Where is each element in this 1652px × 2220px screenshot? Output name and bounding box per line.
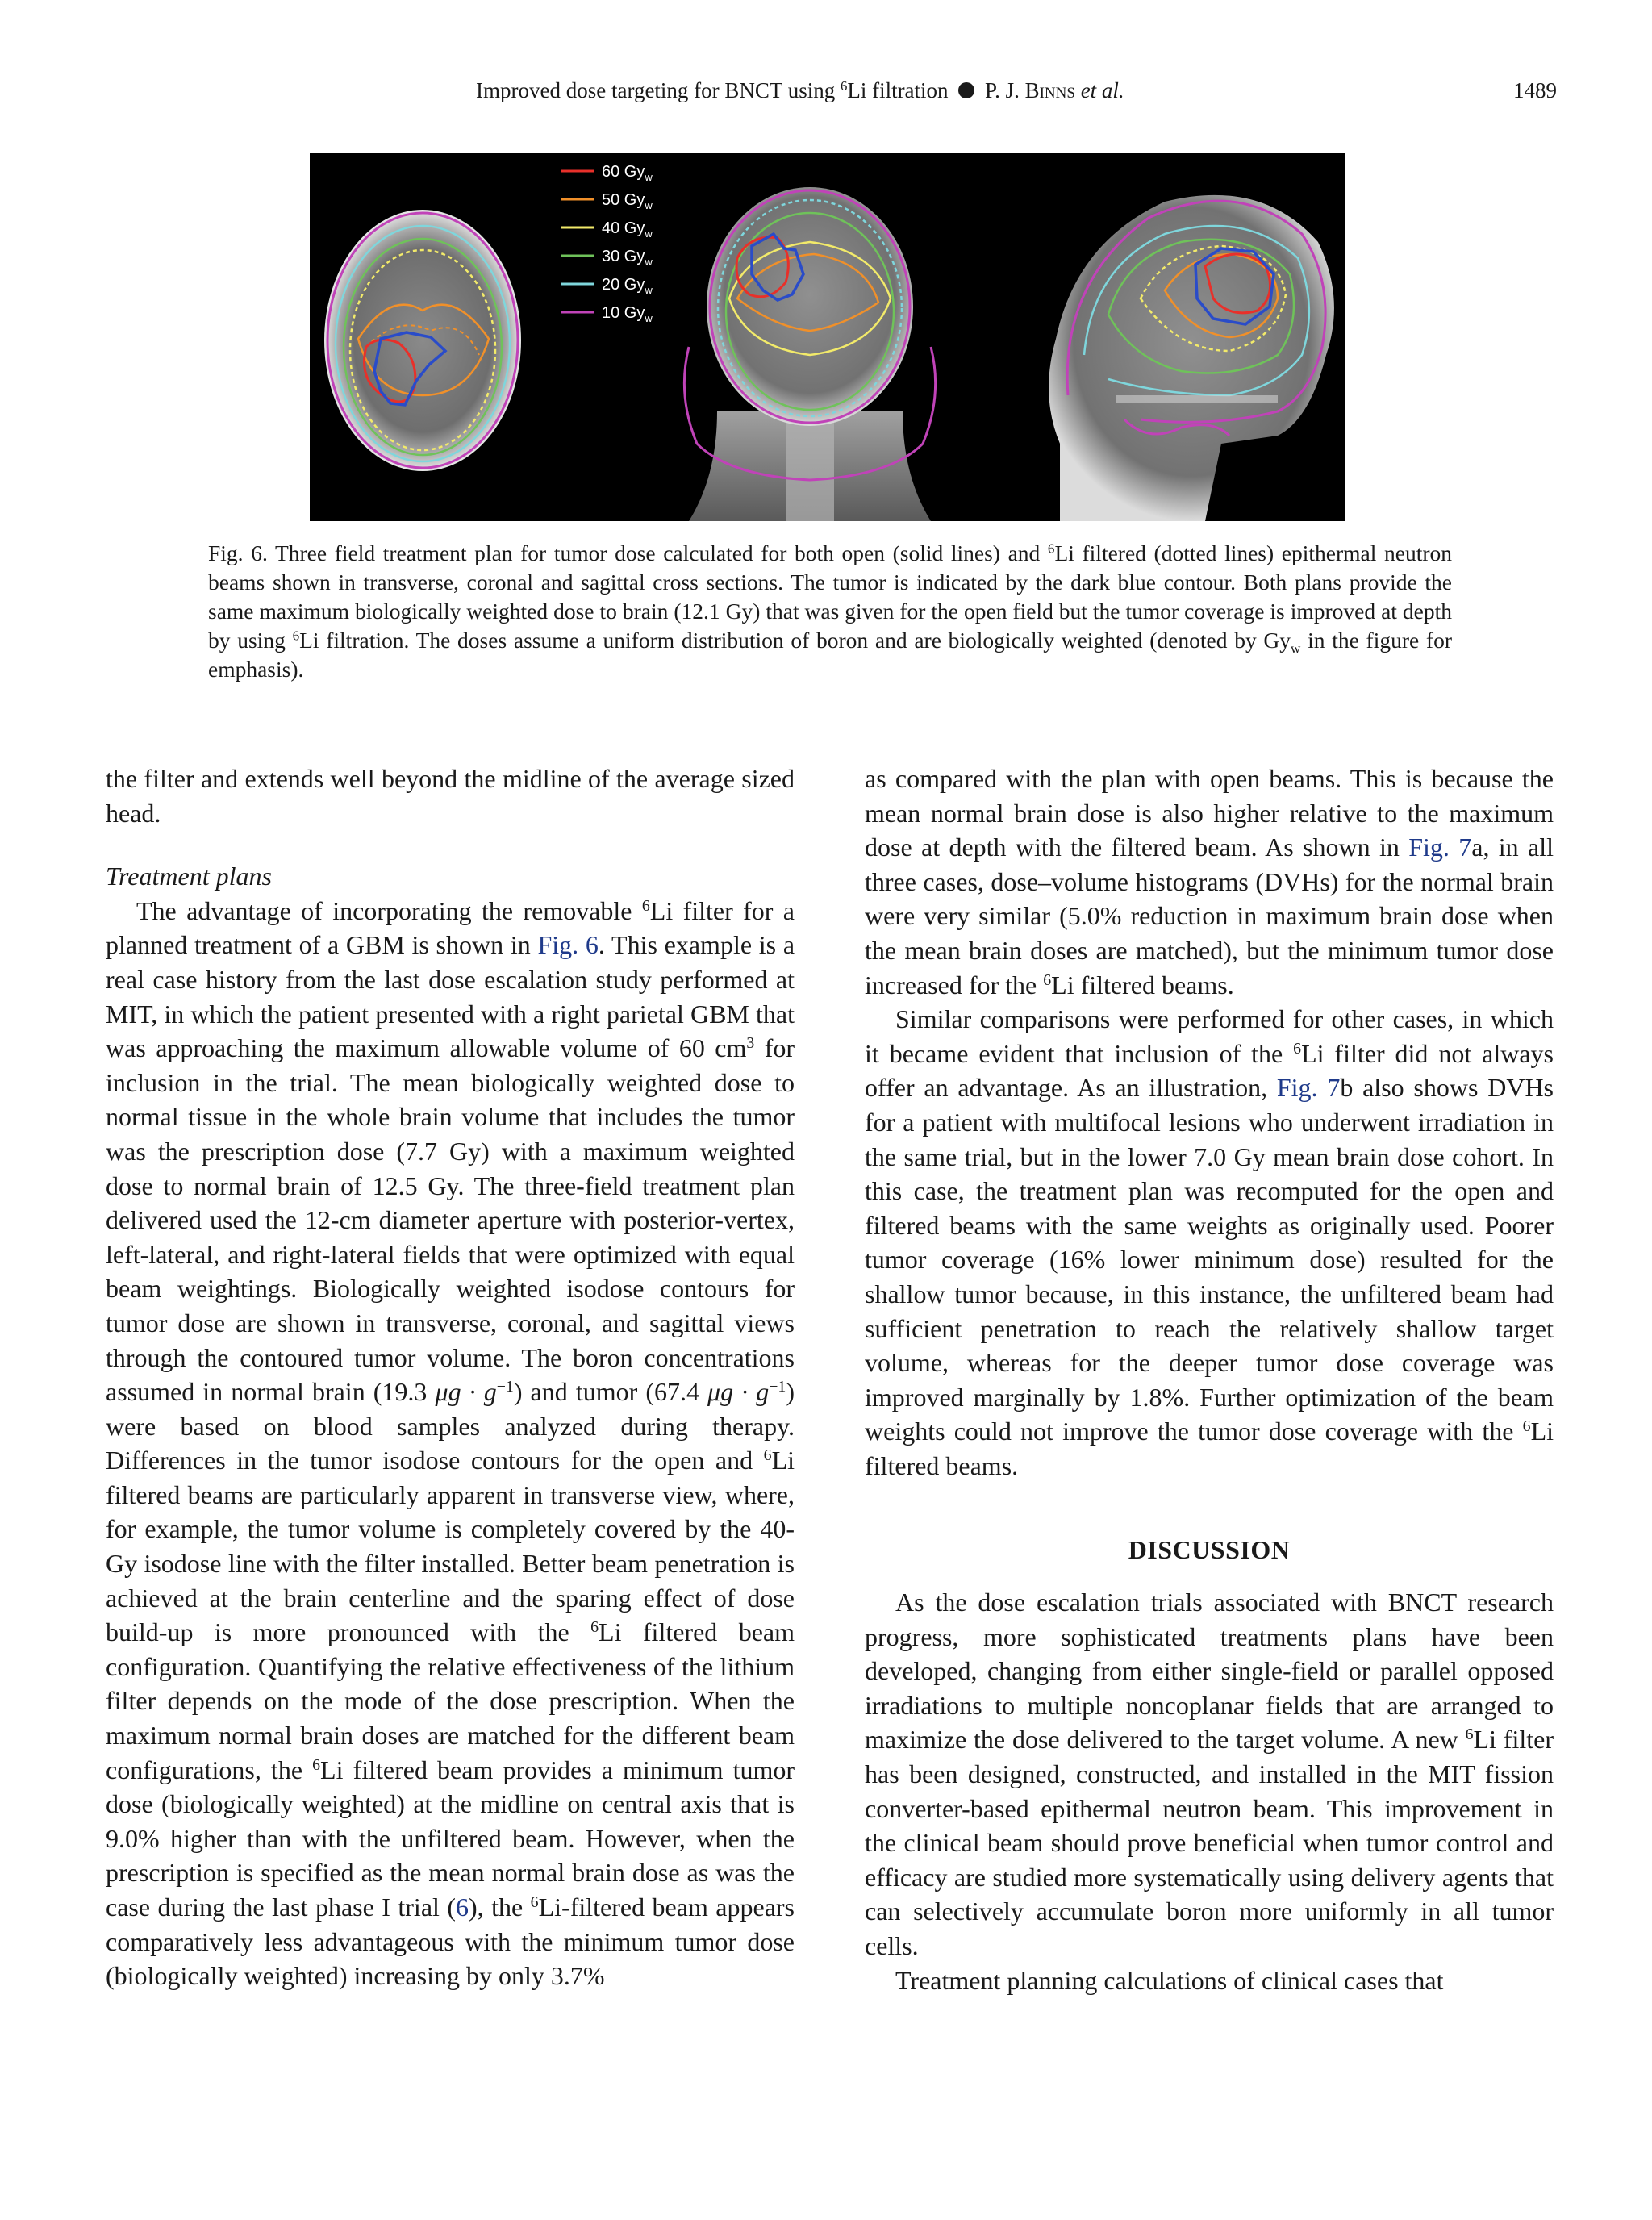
right-paragraph-0: as compared with the plan with open beams. This is because the mean normal brain dose is also higher relative to the maximum dose at depth with the filtered beam. As shown in Fig. 7a, in all three cases, dose–volume histograms (DVHs) for the normal brain were very similar (5.0% reduction in maximum brain dose when the mean brain doses are matched), but the minimum tumor dose increased for the $^6$Li filtered beams. (865, 764, 1554, 999)
legend-item-20 (561, 276, 653, 296)
running-title-text-2: Li filtration (847, 78, 949, 102)
legend-item-60 (561, 163, 653, 183)
isodose-legend (561, 163, 653, 324)
running-head (105, 78, 1557, 114)
legend-label-10: 10 $Gy_w$ (602, 304, 653, 324)
legend-item-50 (561, 191, 653, 211)
legend-label-20: 20 $Gy_w$ (602, 276, 653, 296)
fig-6-link[interactable]: Fig. 6 (537, 930, 599, 960)
legend-label-30: 30 $Gy_w$ (602, 248, 653, 268)
legend-label-60: 60 $Gy_w$ (602, 163, 653, 183)
legend-item-30 (561, 248, 653, 268)
reference-6-link[interactable]: 6 (456, 1892, 469, 1922)
right-paragraph-1: Similar comparisons were performed for other cases, in which it became evident that inclusion of the $^6$Li filter did not always offer an advantage. As an illustration, Fig. 7b also shows DVHs for a patient with multifocal lesions who underwent irradiation in the same trial, but in the lower 7.0 Gy mean brain dose cohort. In this case, the treatment plan was recomputed for the open and filtered beams with the same weights as originally used. Poorer tumor coverage (16% lower minimum dose) resulted for the shallow tumor because, in this instance, the unfiltered beam had sufficient penetration to reach the relatively shallow target volume, whereas for the deeper tumor dose coverage was improved marginally by 1.8%. Further optimization of the beam weights could not improve the tumor dose coverage with the $^6$Li filtered beams. (865, 1004, 1554, 1480)
caption-sup-1: 6 (1047, 540, 1055, 557)
right-column (865, 762, 1554, 1997)
left-paragraph-1: The advantage of incorporating the removable $^6$Li filter for a planned treatment of a GBM is shown in Fig. 6. This example is a real case history from the last dose escalation study performed at MIT, in which the patient presented with a right parietal GBM that was approaching the maximum allowable volume of 60 $cm^3$ for inclusion in the trial. The mean biologically weighted dose to normal tissue in the whole brain volume that includes the tumor was the prescription dose (7.7 Gy) with a maximum weighted dose to normal brain of 12.5 Gy. The three-field treatment plan delivered used the 12-cm diameter aperture with posterior-vertex, left-lateral, and right-lateral fields that were optimized with equal beam weightings. Biologically weighted isodose contours for tumor dose are shown in transverse, coronal, and sagittal views through the contoured tumor volume. The boron concentrations assumed in normal brain (19.3 $\mu g \cdot g^{-1}$) and tumor (67.4 $\mu g \cdot g^{-1}$) were based on blood samples analyzed during therapy. Differences in the tumor isodose contours for the open and $^6$Li filtered beams are particularly apparent in transverse view, where, for example, the tumor volume is completely covered by the 40-Gy isodose line with the filter installed. Better beam penetration is achieved at the brain centerline and the sparing effect of dose build-up is more pronounced with the $^6$Li filtered beam configuration. Quantifying the relative effectiveness of the lithium filter depends on the mode of the dose prescription. When the maximum normal brain doses are matched for the different beam configurations, the $^6$Li filtered beam provides a minimum tumor dose (biologically weighted) at the midline on central axis that is 9.0% higher than with the unfiltered beam. However, when the prescription is specified as the mean normal brain dose as was the case during the last phase I trial (6), the $^6$Li-filtered beam appears comparatively less advantageous with the minimum tumor dose (biologically weighted) increasing by only 3.7% (106, 895, 795, 1991)
page-number: 1489 (1513, 78, 1557, 102)
fig-7b-link[interactable]: Fig. 7 (1276, 1073, 1341, 1103)
left-paragraph-0: the filter and extends well beyond the midline of the average sized head. (106, 764, 795, 828)
legend-label-40: 40 $Gy_w$ (602, 219, 653, 240)
figure-caption (208, 539, 1452, 684)
right-paragraph-3: Treatment planning calculations of clinical cases that (895, 1965, 1444, 1995)
transverse-view (324, 210, 521, 471)
caption-text-3: Li filtration. The doses assume a uniform distribution of boron and are biologically weighted (denoted by Gy (299, 628, 1291, 653)
right-paragraph-2: As the dose escalation trials associated with BNCT research progress, more sophisticated treatments plans have been developed, changing from either single-field or parallel opposed irradiations to multiple noncoplanar fields that are arranged to maximize the dose delivered to the target volume. A new $^6$Li filter has been designed, constructed, and installed in the MIT fission converter-based epithermal neutron beam. This improvement in the clinical beam should prove beneficial when tumor control and efficacy are studied more systematically using delivery agents that can selectively accumulate boron more uniformly in all tumor cells. (865, 1588, 1554, 1960)
left-column (106, 762, 795, 1993)
legend-label-50: 50 $Gy_w$ (602, 191, 653, 211)
section-heading-treatment-plans: Treatment plans (106, 862, 272, 891)
fig-7a-link[interactable]: Fig. 7 (1408, 832, 1472, 862)
sagittal-view (1049, 195, 1334, 521)
running-title (476, 78, 1124, 103)
running-title-text: Improved dose targeting for BNCT using (476, 78, 841, 102)
caption-sup-2: 6 (292, 628, 300, 644)
caption-text-1: Fig. 6. Three field treatment plan for tumor dose calculated for both open (solid lines) and (208, 540, 1048, 565)
legend-item-40 (561, 219, 653, 240)
author-initials: P. J. (985, 78, 1025, 102)
legend-item-10 (561, 304, 653, 324)
caption-text-2: Li filtered (dotted lines) epithermal neutron beams shown in transverse, coronal and sagittal cross sections. The tumor is indicated by the dark blue contour. Both plans provide the same maximum biologically weighted dose to brain (12.1 Gy) that was given for the open field but the tumor coverage is improved at depth by using (208, 540, 1452, 653)
section-heading-discussion: DISCUSSION (1128, 1535, 1291, 1565)
running-title-sup: 6 (840, 77, 848, 94)
bullet-icon (958, 82, 974, 98)
caption-text-4: in the figure for emphasis). (208, 628, 1452, 682)
author-suffix: et al. (1074, 78, 1124, 102)
author-name: Binns (1024, 78, 1075, 102)
caption-sub-1: w (1291, 641, 1301, 657)
coronal-view (684, 187, 935, 521)
figure-6-image (310, 153, 1345, 521)
figure-6-svg (310, 153, 1345, 521)
